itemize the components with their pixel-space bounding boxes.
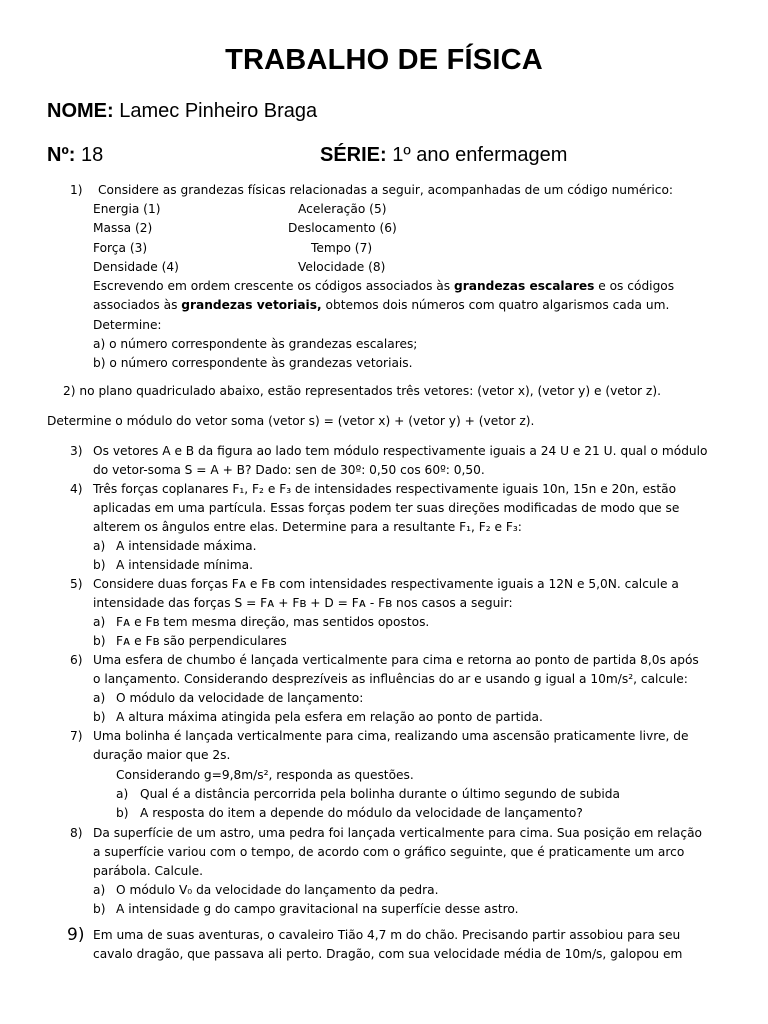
q5-line-1: Considere duas forças Fᴀ e Fʙ com intensidades respectivamente iguais a 12N e 5,0N. calcule a: [93, 577, 679, 591]
q1-left-3: Força (3): [93, 241, 148, 255]
q4-line-2: aplicadas em uma partícula. Essas forças podem ter suas direções modificadas de modo que se: [93, 501, 680, 515]
q8-b-number: b): [93, 902, 106, 916]
q4-item-a: A intensidade máxima.: [116, 539, 257, 553]
q5-line-2: intensidade das forças S = Fᴀ + Fʙ + D = Fᴀ - Fʙ nos casos a seguir:: [93, 596, 513, 610]
q1-left-1: Energia (1): [93, 202, 161, 216]
q2-line-1: 2) no plano quadriculado abaixo, estão representados três vetores: (vetor x), (vetor y) e (vetor z).: [63, 384, 661, 398]
q6-line-2: o lançamento. Considerando desprezíveis as influências do ar e usando g igual a 10m/s², calcule:: [93, 672, 688, 686]
q5-number: 5): [70, 577, 83, 591]
q7-line-2: duração maior que 2s.: [93, 748, 231, 762]
q4-number: 4): [70, 482, 83, 496]
q1-paragraph-2: [93, 296, 669, 315]
q7-number: 7): [70, 729, 83, 743]
q5-a-number: a): [93, 615, 106, 629]
q1-p2b: grandezas vetoriais,: [181, 298, 322, 312]
q1-paragraph-1: [93, 277, 674, 296]
q3-number: 3): [70, 444, 83, 458]
q1-right-4: Velocidade (8): [298, 260, 386, 274]
q9-number: 9): [67, 925, 85, 945]
q6-a-number: a): [93, 691, 106, 705]
q5-item-b: Fᴀ e Fʙ são perpendiculares: [116, 634, 287, 648]
q6-number: 6): [70, 653, 83, 667]
q1-item-a: a) o número correspondente às grandezas escalares;: [93, 337, 418, 351]
nome-label: NOME:: [47, 100, 114, 122]
q1-right-3: Tempo (7): [311, 241, 373, 255]
q1-left-2: Massa (2): [93, 221, 153, 235]
q1-right-2: Deslocamento (6): [288, 221, 397, 235]
q3-line-2: do vetor-soma S = A + B? Dado: sen de 30º: 0,50 cos 60º: 0,50.: [93, 463, 485, 477]
q9-line-2: cavalo dragão, que passava ali perto. Dragão, com sua velocidade média de 10m/s, galopou em: [93, 947, 683, 961]
q8-number: 8): [70, 826, 83, 840]
q1-determine: Determine:: [93, 318, 162, 332]
nome-line: [47, 100, 317, 123]
q4-item-b: A intensidade mínima.: [116, 558, 253, 572]
q8-a-number: a): [93, 883, 106, 897]
q8-line-3: parábola. Calcule.: [93, 864, 204, 878]
q7-line-3: Considerando g=9,8m/s², responda as questões.: [116, 768, 414, 782]
q7-b-number: b): [116, 806, 129, 820]
numero-value: 18: [80, 144, 104, 166]
q1-item-b: b) o número correspondente às grandezas vetoriais.: [93, 356, 413, 370]
q7-a-number: a): [116, 787, 129, 801]
q4-line-3: alterem os ângulos entre elas. Determine para a resultante F₁, F₂ e F₃:: [93, 520, 522, 534]
q8-line-2: a superfície variou com o tempo, de acordo com o gráfico seguinte, que é praticamente um arco: [93, 845, 685, 859]
q4-b-number: b): [93, 558, 106, 572]
q6-item-b: A altura máxima atingida pela esfera em relação ao ponto de partida.: [116, 710, 543, 724]
q1-p1b: grandezas escalares: [454, 279, 595, 293]
q1-p2c: obtemos dois números com quatro algarismos cada um.: [321, 298, 670, 312]
q1-p1c: e os códigos: [594, 279, 675, 293]
q8-item-b: A intensidade g do campo gravitacional na superfície desse astro.: [116, 902, 519, 916]
q7-line-1: Uma bolinha é lançada verticalmente para cima, realizando uma ascensão praticamente livre, de: [93, 729, 689, 743]
q1-intro: Considere as grandezas físicas relacionadas a seguir, acompanhadas de um código numérico:: [98, 183, 674, 197]
q9-line-1: Em uma de suas aventuras, o cavaleiro Tião 4,7 m do chão. Precisando partir assobiou para seu: [93, 928, 681, 942]
nome-value: Lamec Pinheiro Braga: [119, 100, 318, 122]
serie-line: [320, 144, 567, 167]
q4-a-number: a): [93, 539, 106, 553]
page-title: TRABALHO DE FÍSICA: [225, 44, 543, 76]
q1-left-4: Densidade (4): [93, 260, 179, 274]
q6-item-a: O módulo da velocidade de lançamento:: [116, 691, 364, 705]
q3-line-1: Os vetores A e B da figura ao lado tem módulo respectivamente iguais a 24 U e 21 U. qual o módulo: [93, 444, 708, 458]
serie-label: SÉRIE:: [320, 144, 387, 166]
q8-item-a: O módulo V₀ da velocidade do lançamento da pedra.: [116, 883, 439, 897]
q5-item-a: Fᴀ e Fʙ tem mesma direção, mas sentidos opostos.: [116, 615, 430, 629]
q7-item-b: A resposta do item a depende do módulo da velocidade de lançamento?: [140, 806, 583, 820]
q5-b-number: b): [93, 634, 106, 648]
q7-item-a: Qual é a distância percorrida pela bolinha durante o último segundo de subida: [140, 787, 620, 801]
q1-p2a: associados às: [93, 298, 182, 312]
numero-line: [47, 144, 103, 167]
q8-line-1: Da superfície de um astro, uma pedra foi lançada verticalmente para cima. Sua posição em relação: [93, 826, 703, 840]
q4-line-1: Três forças coplanares F₁, F₂ e F₃ de intensidades respectivamente iguais 10n, 15n e 20n, estão: [93, 482, 677, 496]
q6-b-number: b): [93, 710, 106, 724]
serie-value: 1º ano enfermagem: [392, 144, 568, 166]
q1-p1a: Escrevendo em ordem crescente os códigos associados às: [93, 279, 455, 293]
q1-right-1: Aceleração (5): [298, 202, 387, 216]
numero-label: Nº:: [47, 144, 76, 166]
q2-line-2: Determine o módulo do vetor soma (vetor s) = (vetor x) + (vetor y) + (vetor z).: [47, 414, 535, 428]
q1-number: 1): [70, 183, 83, 197]
q6-line-1: Uma esfera de chumbo é lançada verticalmente para cima e retorna ao ponto de partida 8,0s após: [93, 653, 699, 667]
